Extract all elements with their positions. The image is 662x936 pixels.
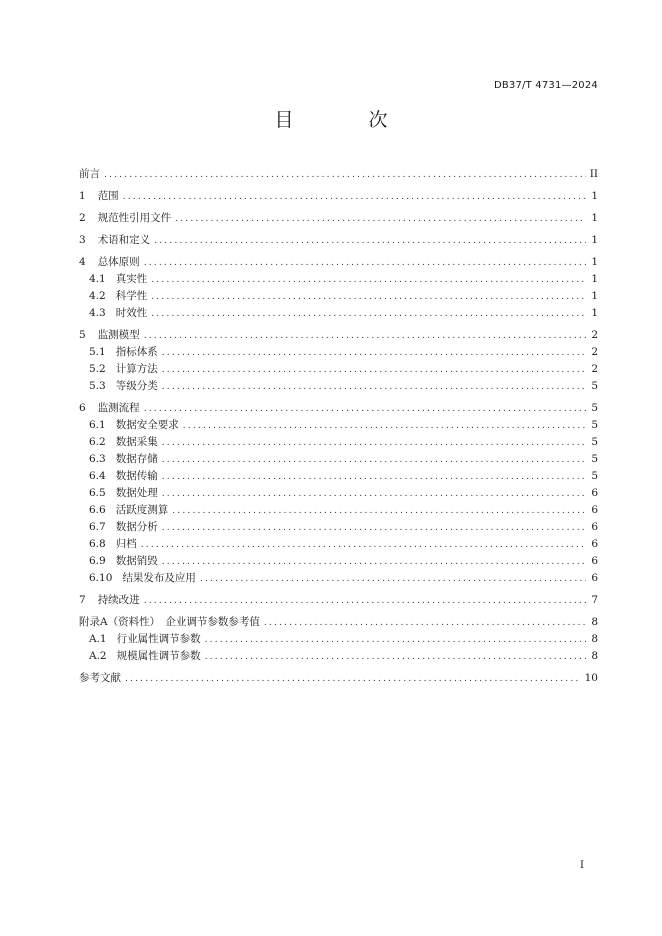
toc-entry-number: 6.10 xyxy=(89,572,113,584)
toc-dot-leader xyxy=(183,418,586,435)
toc-dot-leader xyxy=(104,167,586,184)
toc-entry-title: 前言 xyxy=(79,168,100,180)
toc-dot-leader xyxy=(162,520,586,537)
toc-entry[interactable] xyxy=(79,670,598,687)
toc-entry-page: 6 xyxy=(591,538,598,550)
toc-entry-page: 1 xyxy=(591,190,598,202)
toc-dot-leader xyxy=(144,328,586,345)
toc-entry[interactable] xyxy=(79,592,598,609)
toc-entry-page: 6 xyxy=(591,504,598,516)
toc-entry-page: 1 xyxy=(591,212,598,224)
toc-dot-leader xyxy=(162,345,586,362)
toc-entry[interactable] xyxy=(79,344,598,361)
toc-entry[interactable] xyxy=(79,485,598,502)
toc-entry[interactable] xyxy=(79,451,598,468)
toc-entry[interactable] xyxy=(79,232,598,249)
toc-entry-number: A.1 xyxy=(89,633,107,645)
toc-entry-number: 7 xyxy=(79,594,86,606)
toc-entry-page: 1 xyxy=(591,273,598,285)
toc-entry-number: 4.2 xyxy=(89,290,106,302)
toc-entry-number: 5.2 xyxy=(89,363,106,375)
toc-dot-leader xyxy=(162,435,586,452)
toc-entry-page: 5 xyxy=(591,380,598,392)
toc-entry-page: 5 xyxy=(591,402,598,414)
toc-entry-title: 数据分析 xyxy=(115,521,158,533)
toc-entry-number: 4.3 xyxy=(89,307,106,319)
table-of-contents xyxy=(79,166,598,687)
toc-dot-leader xyxy=(151,272,586,289)
toc-entry[interactable] xyxy=(79,502,598,519)
toc-entry-page: II xyxy=(589,168,598,180)
toc-entry-title: 监测流程 xyxy=(97,402,140,414)
toc-entry-number: 6.3 xyxy=(89,453,106,465)
toc-entry-number: 5.3 xyxy=(89,380,106,392)
toc-entry-page: 8 xyxy=(591,616,598,628)
toc-entry-number: 3 xyxy=(79,234,86,246)
toc-entry-title: 规模属性调节参数 xyxy=(116,650,201,662)
toc-entry-page: 6 xyxy=(591,572,598,584)
toc-entry[interactable] xyxy=(79,254,598,271)
toc-entry[interactable] xyxy=(79,166,598,183)
toc-entry-title: 时效性 xyxy=(115,307,148,319)
toc-entry-title: 数据处理 xyxy=(115,487,158,499)
toc-entry[interactable] xyxy=(79,614,598,631)
toc-entry[interactable] xyxy=(79,434,598,451)
toc-entry-title: 数据安全要求 xyxy=(115,419,179,431)
toc-entry-page: 1 xyxy=(591,256,598,268)
toc-entry-number: 6.2 xyxy=(89,436,106,448)
toc-entry[interactable] xyxy=(79,519,598,536)
toc-entry-title: 监测模型 xyxy=(97,329,140,341)
toc-entry[interactable] xyxy=(79,631,598,648)
toc-entry[interactable] xyxy=(79,378,598,395)
toc-dot-leader xyxy=(125,671,581,688)
toc-entry-title: 数据存储 xyxy=(115,453,158,465)
toc-entry[interactable] xyxy=(79,400,598,417)
toc-dot-leader xyxy=(151,289,586,306)
toc-entry-number: 6.4 xyxy=(89,470,106,482)
toc-entry-title: 计算方法 xyxy=(115,363,158,375)
toc-entry-title: 参考文献 xyxy=(79,672,121,684)
toc-entry-page: 2 xyxy=(591,363,598,375)
toc-entry[interactable] xyxy=(79,361,598,378)
toc-entry-page: 5 xyxy=(591,470,598,482)
toc-entry[interactable] xyxy=(79,648,598,665)
toc-dot-leader xyxy=(141,537,586,554)
toc-entry-title: 术语和定义 xyxy=(97,234,151,246)
toc-entry-title: 附录A（资料性） 企业调节参数参考值 xyxy=(79,616,260,628)
toc-dot-leader xyxy=(144,401,586,418)
toc-entry-title: 持续改进 xyxy=(97,594,140,606)
toc-entry-page: 2 xyxy=(591,329,598,341)
toc-entry-title: 规范性引用文件 xyxy=(97,212,172,224)
toc-entry-number: 5.1 xyxy=(89,346,106,358)
toc-entry-number: 5 xyxy=(79,329,86,341)
toc-entry-page: 5 xyxy=(591,453,598,465)
toc-dot-leader xyxy=(151,306,586,323)
toc-entry-page: 8 xyxy=(591,650,598,662)
toc-entry-title: 归档 xyxy=(115,538,137,550)
toc-entry-number: A.2 xyxy=(89,650,107,662)
toc-dot-leader xyxy=(205,632,586,649)
toc-dot-leader xyxy=(154,233,586,250)
toc-entry[interactable] xyxy=(79,570,598,587)
toc-entry[interactable] xyxy=(79,327,598,344)
toc-entry-title: 行业属性调节参数 xyxy=(116,633,201,645)
toc-entry-title: 数据采集 xyxy=(115,436,158,448)
toc-entry-title: 真实性 xyxy=(115,273,148,285)
toc-entry-page: 2 xyxy=(591,346,598,358)
page-title: 目 次 xyxy=(274,109,416,131)
toc-dot-leader xyxy=(144,593,586,610)
toc-dot-leader xyxy=(162,554,586,571)
toc-entry-number: 6.7 xyxy=(89,521,106,533)
toc-entry-page: 6 xyxy=(591,555,598,567)
toc-entry[interactable] xyxy=(79,288,598,305)
toc-entry[interactable] xyxy=(79,305,598,322)
toc-entry-number: 6.9 xyxy=(89,555,106,567)
toc-entry-page: 7 xyxy=(591,594,598,606)
toc-entry[interactable] xyxy=(79,468,598,485)
toc-entry-number: 4.1 xyxy=(89,273,106,285)
toc-dot-leader xyxy=(264,615,586,632)
toc-entry-number: 6.8 xyxy=(89,538,106,550)
toc-entry[interactable] xyxy=(79,536,598,553)
toc-entry-title: 活跃度测算 xyxy=(115,504,169,516)
toc-dot-leader xyxy=(175,211,586,228)
toc-dot-leader xyxy=(200,571,586,588)
toc-entry-page: 1 xyxy=(591,234,598,246)
toc-entry-number: 6.6 xyxy=(89,504,106,516)
toc-entry-page: 5 xyxy=(591,419,598,431)
toc-entry[interactable] xyxy=(79,553,598,570)
toc-entry-page: 6 xyxy=(591,487,598,499)
toc-entry-page: 5 xyxy=(591,436,598,448)
toc-entry-title: 范围 xyxy=(97,190,119,202)
toc-entry-title: 总体原则 xyxy=(97,256,140,268)
toc-entry-number: 6 xyxy=(79,402,86,414)
toc-entry-title: 科学性 xyxy=(115,290,148,302)
toc-entry-number: 4 xyxy=(79,256,86,268)
toc-entry-number: 2 xyxy=(79,212,86,224)
toc-entry-page: 8 xyxy=(591,633,598,645)
toc-dot-leader xyxy=(162,469,586,486)
toc-entry-number: 1 xyxy=(79,190,86,202)
toc-entry-title: 指标体系 xyxy=(115,346,158,358)
toc-dot-leader xyxy=(205,649,586,666)
toc-entry[interactable] xyxy=(79,271,598,288)
toc-entry-number: 6.5 xyxy=(89,487,106,499)
toc-entry[interactable] xyxy=(79,210,598,227)
toc-entry-page: 1 xyxy=(591,290,598,302)
toc-dot-leader xyxy=(162,486,586,503)
toc-entry-title: 数据销毁 xyxy=(115,555,158,567)
footer-page-number: I xyxy=(580,860,584,871)
toc-dot-leader xyxy=(123,189,586,206)
toc-entry-page: 10 xyxy=(584,672,598,684)
toc-entry-page: 6 xyxy=(591,521,598,533)
toc-entry[interactable] xyxy=(79,188,598,205)
toc-dot-leader xyxy=(144,255,586,272)
toc-entry-title: 结果发布及应用 xyxy=(122,572,196,584)
toc-dot-leader xyxy=(162,452,586,469)
toc-dot-leader xyxy=(162,362,586,379)
toc-entry-page: 1 xyxy=(591,307,598,319)
toc-entry[interactable] xyxy=(79,417,598,434)
toc-entry-title: 数据传输 xyxy=(115,470,158,482)
toc-dot-leader xyxy=(172,503,586,520)
toc-entry-number: 6.1 xyxy=(89,419,106,431)
document-code: DB37/T 4731—2024 xyxy=(493,80,598,91)
toc-entry-title: 等级分类 xyxy=(115,380,158,392)
toc-dot-leader xyxy=(162,379,586,396)
